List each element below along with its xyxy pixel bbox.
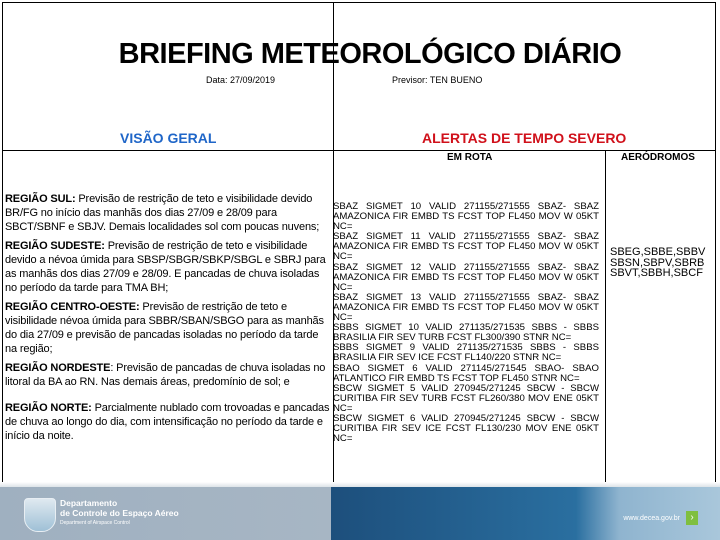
aerodrome-item: SBEG,SBBE,SBBV — [610, 246, 706, 258]
sigmet-item: SBAZ SIGMET 12 VALID 271155/271555 SBAZ- SBAZ AMAZONICA FIR EMBD TS FCST TOP FL450 MOV W 05KT NC= — [333, 261, 599, 293]
date-label: Data: 27/09/2019 — [206, 75, 276, 85]
arrow-right-icon: › — [686, 511, 698, 525]
aerodromes-header: AERÓDROMOS — [621, 152, 695, 163]
column-divider — [605, 150, 606, 486]
decea-logo-icon — [24, 498, 56, 532]
region-text: Parcialmente nublado com trovoadas e pancadas de chuva ao longo do dia, com intensificação no período da tarde e início da noite. — [5, 402, 330, 442]
en-route-header: EM ROTA — [447, 152, 493, 163]
region-name: REGIÃO NORDESTE — [5, 362, 111, 374]
dept-english: Department of Airspace Control — [60, 520, 130, 526]
region-text: : Previsão de pancadas de chuva isoladas no litoral da BA ao RN. Nas demais áreas, predomínio de sol; e — [5, 362, 326, 388]
region-text: Previsão de restrição de teto e visibilidade devido BR/FG no início das manhãs dos dias 27/09 e 28/09 para SBCT/SBNF e SBJV. Demais localidades sol com poucas nuvens; — [5, 193, 320, 233]
region-sudeste — [5, 239, 331, 295]
footer-strip — [0, 482, 720, 487]
sigmet-item: SBAZ SIGMET 10 VALID 271155/271555 SBAZ- SBAZ AMAZONICA FIR EMBD TS FCST TOP FL450 MOV W 05KT NC= — [333, 201, 599, 233]
region-sul — [5, 192, 331, 234]
department-name — [60, 498, 179, 528]
sigmet-item: SBAZ SIGMET 11 VALID 271155/271555 SBAZ- SBAZ AMAZONICA FIR EMBD TS FCST TOP FL450 MOV W 05KT NC= — [333, 231, 599, 263]
region-nordeste — [5, 361, 331, 389]
aerodrome-item: SBVT,SBBH,SBCF — [610, 267, 703, 279]
dept-line2: de Controle do Espaço Aéreo — [60, 508, 179, 518]
regional-overview — [5, 192, 331, 448]
page-title: BRIEFING METEOROLÓGICO DIÁRIO — [118, 38, 622, 70]
region-text: Previsão de restrição de teto e visibilidade névoa úmida para SBBR/SBAN/SBGO para as manhãs do dia 27/09 e previsão de pancadas isoladas no período da tarde na região; — [5, 301, 324, 355]
alerts-heading: ALERTAS DE TEMPO SEVERO — [422, 130, 627, 146]
region-name: REGIÃO CENTRO-OESTE: — [5, 301, 140, 313]
sigmet-item: SBAO SIGMET 6 VALID 271145/271545 SBAO- SBAO ATLANTICO FIR EMBD TS FCST TOP FL450 STNR NC= — [333, 362, 599, 384]
aerodrome-list — [610, 247, 714, 279]
footer-banner — [0, 486, 720, 540]
dept-line1: Departamento — [60, 498, 118, 508]
region-norte — [5, 401, 331, 443]
row-divider — [2, 150, 716, 151]
sigmet-item: SBBS SIGMET 10 VALID 271135/271535 SBBS - SBBS BRASILIA FIR SEV TURB FCST FL300/390 STNR NC= — [333, 322, 599, 344]
region-centro-oeste — [5, 300, 331, 356]
sigmet-item: SBAZ SIGMET 13 VALID 271155/271555 SBAZ- SBAZ AMAZONICA FIR EMBD TS FCST TOP FL450 MOV W 05KT NC= — [333, 291, 599, 324]
sigmet-item: SBBS SIGMET 9 VALID 271135/271535 SBBS - SBBS BRASILIA FIR SEV ICE FCST FL140/220 STNR NC= — [333, 342, 599, 364]
aerodrome-item: SBSN,SBPV,SBRB — [610, 256, 705, 269]
region-name: REGIÃO SUDESTE: — [5, 240, 105, 252]
region-text: Previsão de restrição de teto e visibilidade devido a névoa úmida para SBSP/SBGR/SBKP/SBGL e SBRJ para as manhãs dos dias 27/09 e 28/09. E pancadas de chuva isoladas no período da tarde para TMA BH; — [5, 240, 326, 294]
region-name: REGIÃO SUL: — [5, 193, 76, 205]
sigmet-item: SBCW SIGMET 5 VALID 270945/271245 SBCW - SBCW CURITIBA FIR SEV TURB FCST FL260/380 MOV ENE 05KT NC= — [333, 382, 599, 414]
overview-heading: VISÃO GERAL — [120, 130, 217, 146]
sigmet-list — [333, 202, 599, 444]
forecaster-label: Previsor: TEN BUENO — [392, 75, 483, 85]
website-link[interactable]: www.decea.gov.br — [623, 515, 680, 522]
sigmet-item: SBCW SIGMET 6 VALID 270945/271245 SBCW - SBCW CURITIBA FIR SEV ICE FCST FL130/230 MOV ENE 05KT NC= — [333, 412, 599, 445]
region-name: REGIÃO NORTE: — [5, 402, 92, 414]
